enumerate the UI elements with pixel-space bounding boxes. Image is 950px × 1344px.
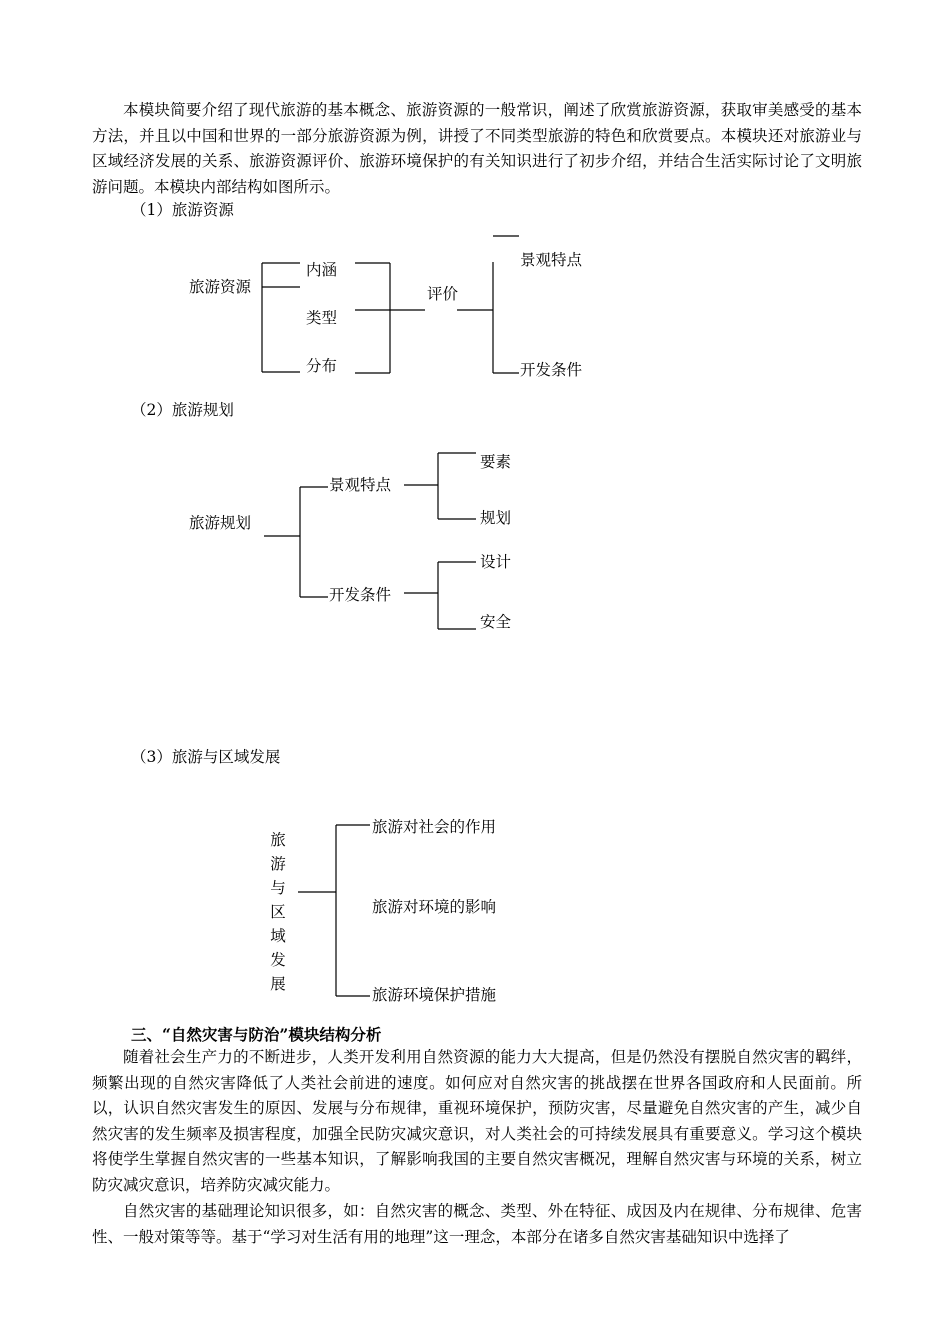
diagram1-leaf-2: 开发条件 <box>520 361 583 379</box>
diagram1-caption: （1）旅游资源 <box>131 201 234 219</box>
intro-paragraph: 本模块简要介绍了现代旅游的基本概念、旅游资源的一般常识，阐述了欣赏旅游资源，获取审美感受的基本方法，并且以中国和世界的一部分旅游资源为例，讲授了不同类型旅游的特色和欣赏要点。本模块还对旅游业与区域经济发展的关系、旅游资源评价、旅游环境保护的有关知识进行了初步介绍，并结合生活实际讨论了文明旅游问题。本模块内部结构如图所示。 <box>92 101 862 196</box>
paragraph-natural-disasters: 随着社会生产力的不断进步，人类开发利用自然资源的能力大大提高，但是仍然没有摆脱自然灾害的羁绊，频繁出现的自然灾害降低了人类社会前进的速度。如何应对自然灾害的挑战摆在世界各国政府和人民面前。所以，认识自然灾害发生的原因、发展与分布规律，重视环境保护，预防灾害，尽量避免自然灾害的产生，减少自然灾害的发生频率及损害程度，加强全民防灾减灾意识，对人类社会的可持续发展具有重要意义。学习这个模块将使学生掌握自然灾害的一些基本知识，了解影响我国的主要自然灾害概况，理解自然灾害与环境的关系，树立防灾减灾意识，培养防灾减灾能力。 <box>92 1048 862 1194</box>
diagram1-root: 旅游资源 <box>189 278 252 296</box>
diagram3-caption: （3）旅游与区域发展 <box>131 748 281 766</box>
diagram3-root: 旅 游 与 区 域 发 展 <box>270 831 286 993</box>
diagram1-branch-3: 分布 <box>306 357 338 375</box>
diagram2-leaf-3: 设计 <box>480 553 512 571</box>
diagram3-leaf-3: 旅游环境保护措施 <box>372 986 497 1004</box>
diagram2-leaf-4: 安全 <box>480 613 512 631</box>
diagram1-branch-1: 内涵 <box>306 261 338 279</box>
diagram2-leaf-1: 要素 <box>480 453 512 471</box>
diagram2-caption: （2）旅游规划 <box>131 401 234 419</box>
section-heading: 三、“自然灾害与防治”模块结构分析 <box>131 1025 382 1044</box>
diagram2-leaf-2: 规划 <box>480 509 512 527</box>
diagram1-branch-2: 类型 <box>306 309 338 327</box>
diagram1-leaf-1: 景观特点 <box>520 251 583 269</box>
diagram2-root: 旅游规划 <box>189 514 252 532</box>
diagram3-leaf-1: 旅游对社会的作用 <box>372 818 497 836</box>
paragraph-theory: 自然灾害的基础理论知识很多，如：自然灾害的概念、类型、外在特征、成因及内在规律、分布规律、危害性、一般对策等等。基于“学习对生活有用的地理”这一理念，本部分在诸多自然灾害基础知识中选择了 <box>92 1202 862 1246</box>
diagram2-branch-2: 开发条件 <box>329 586 392 604</box>
diagram1-middle: 评价 <box>427 285 459 303</box>
diagram3-leaf-2: 旅游对环境的影响 <box>372 898 497 916</box>
diagram2-branch-1: 景观特点 <box>329 476 392 494</box>
